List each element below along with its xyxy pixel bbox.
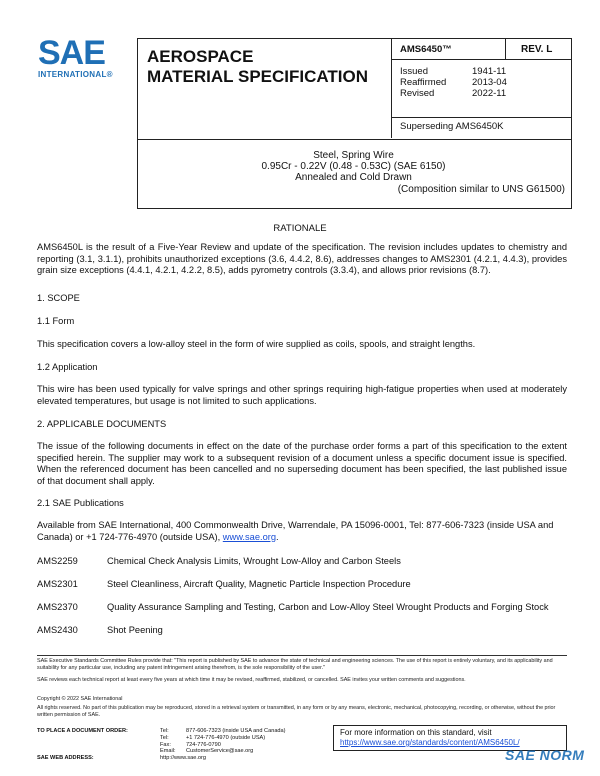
- date-row-reaffirmed: Reaffirmed 2013-04: [400, 77, 507, 88]
- footer-rights: All rights reserved. No part of this publication may be reproduced, stored in a retrieval system or transmitted, in any form or by any means, electronic, mechanical, photocopying, recording, or otherwise, without the prior written permission of SAE.: [37, 705, 556, 718]
- footer-disclaimer: SAE Executive Standards Committee Rules provide that: "This report is published by SAE to advance the state of technical and engineering sciences. The use of this report is entirely voluntary, and its applicability and suitability for any particular use, including any patent infringement arising therefrom, is the sole responsibility of the user.": [37, 658, 553, 671]
- logo-subtext: INTERNATIONAL®: [38, 70, 113, 79]
- title-line-2: MATERIAL SPECIFICATION: [147, 67, 368, 86]
- rationale-text: AMS6450L is the result of a Five-Year Review and update of the specification. The revision includes updates to chemistry and reporting (3.1, 3.1.1), prohibits unauthorized exceptions (3.6, 4.4.2, 8.6), addresses changes to AMS2301 (4.2.1, 4.4.3), provides grain size exceptions (4.4.1, 4.2.1, 4.2.2, 8.5), adds pyrometry controls (3.3.4), and allows prior revisions (8.7).: [37, 242, 567, 275]
- document-list-item: AMS2430 Shot Peening: [37, 625, 163, 635]
- section-1-1-text: This specification covers a low-alloy steel in the form of wire supplied as coils, spools, and straight lengths.: [37, 339, 476, 349]
- document-type-title: [147, 47, 368, 87]
- logo-mark: SAE: [38, 34, 105, 72]
- document-list-item: AMS2370 Quality Assurance Sampling and Testing, Carbon and Low-Alloy Steel Wrought Products and Forging Stock: [37, 602, 549, 612]
- title-line-1: AEROSPACE: [147, 47, 254, 66]
- section-1-2-heading: 1.2 Application: [37, 362, 98, 372]
- standard-info-link[interactable]: https://www.sae.org/standards/content/AMS6450L/: [340, 738, 520, 747]
- subject-line-2: 0.95Cr - 0.22V (0.48 - 0.53C) (SAE 6150): [261, 161, 446, 172]
- sae-web-address[interactable]: http://www.sae.org: [160, 755, 207, 761]
- section-2-1-heading: 2.1 SAE Publications: [37, 498, 124, 508]
- superseding-note: Superseding AMS6450K: [400, 121, 504, 132]
- sae-website-link[interactable]: www.sae.org: [222, 531, 277, 542]
- header-divider: [391, 117, 571, 118]
- footer-review-note: SAE reviews each technical report at least every five years at which time it may be revised, reaffirmed, stabilized, or cancelled. SAE invites your written comments and suggestions.: [37, 677, 466, 683]
- subject-line-3: Annealed and Cold Drawn: [295, 172, 412, 183]
- section-2-text: The issue of the following documents in effect on the date of the purchase order forms a part of this specification to the extent specified herein. The supplier may work to a subsequent revision of a document unless a specific document issue is specified. When the referenced document has been cancelled and no superseding document has been specified, the last published issue of that document shall apply.: [37, 441, 567, 486]
- rationale-heading: RATIONALE: [273, 223, 327, 234]
- footer-rule: [37, 655, 567, 656]
- header-divider: [505, 38, 506, 59]
- section-2-1-text: Available from SAE International, 400 Commonwealth Drive, Warrendale, PA 15096-0001, Tel: 877-606-7323 (inside USA and Canada) or +1 724-776-4970 (outside USA), www.sae.org.: [37, 520, 554, 542]
- contact-values: 877-606-7323 (inside USA and Canada) +1 724-776-4970 (outside USA) 724-776-0790 CustomerService@sae.org: [186, 728, 286, 755]
- revision-label: REV. L: [521, 44, 553, 55]
- subject-line-1: Steel, Spring Wire: [313, 150, 394, 161]
- document-list-item: AMS2259 Chemical Check Analysis Limits, Wrought Low-Alloy and Carbon Steels: [37, 556, 401, 566]
- standard-info-box: For more information on this standard, visit https://www.sae.org/standards/content/AMS6450L/: [333, 725, 567, 751]
- document-number: AMS6450™: [400, 44, 452, 55]
- watermark-logo: SAE NORM: [505, 747, 585, 763]
- header-divider: [391, 59, 571, 60]
- order-labels: TO PLACE A DOCUMENT ORDER: SAE WEB ADDRESS:: [37, 728, 128, 762]
- sae-logo: [38, 36, 120, 86]
- date-block: [400, 66, 507, 99]
- section-2-heading: 2. APPLICABLE DOCUMENTS: [37, 419, 167, 429]
- customer-service-email[interactable]: CustomerService@sae.org: [186, 748, 254, 755]
- footer-copyright: Copyright © 2022 SAE International: [37, 696, 123, 702]
- document-list-item: AMS2301 Steel Cleanliness, Aircraft Quality, Magnetic Particle Inspection Procedure: [37, 579, 411, 589]
- subject-line-4: (Composition similar to UNS G61500): [397, 184, 565, 195]
- date-row-issued: Issued 1941-11: [400, 66, 507, 77]
- section-1-heading: 1. SCOPE: [37, 293, 80, 303]
- contact-keys: Tel: Tel: Fax: Email:: [160, 728, 176, 755]
- section-1-2-text: This wire has been used typically for valve springs and other springs requiring high-fatigue properties when used at moderately elevated temperatures, but usage is not limited to such applications.: [37, 384, 567, 406]
- date-row-revised: Revised 2022-11: [400, 88, 507, 99]
- section-1-1-heading: 1.1 Form: [37, 316, 75, 326]
